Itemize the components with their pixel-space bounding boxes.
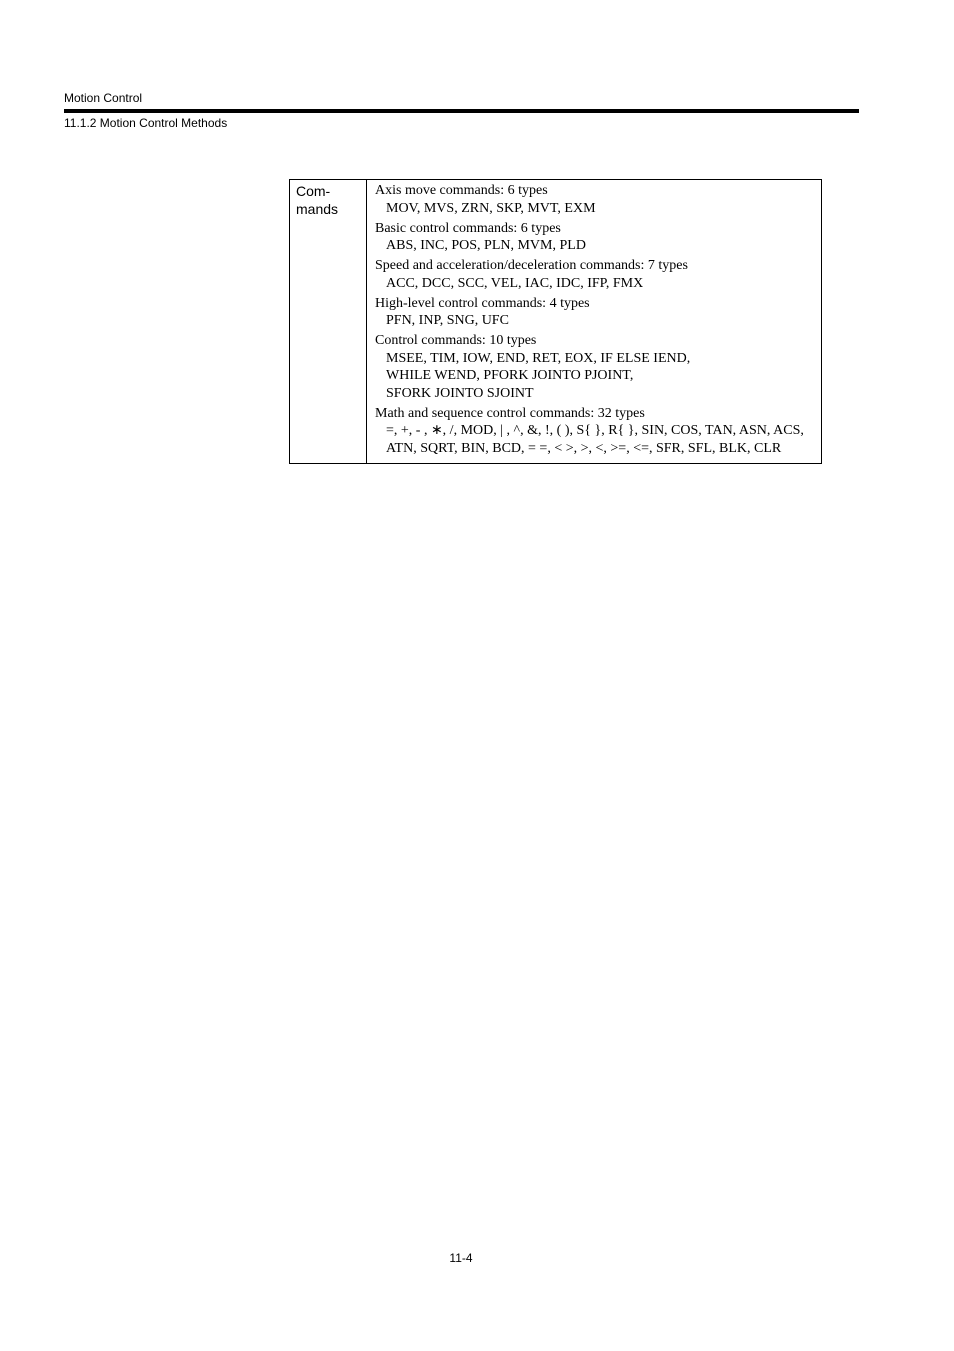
commands-table xyxy=(289,179,822,464)
command-group-speed-accel xyxy=(375,257,817,292)
group-title: Control commands: 10 types xyxy=(375,333,537,348)
command-group-control xyxy=(375,332,817,402)
chapter-title: Motion Control xyxy=(64,91,143,105)
label-line: mands xyxy=(296,201,339,217)
page-number: 11-4 xyxy=(449,1251,473,1265)
group-title: High-level control commands: 4 types xyxy=(375,295,590,311)
command-group-axis-move xyxy=(375,182,817,217)
section-title: 11.1.2 Motion Control Methods xyxy=(64,116,228,130)
group-commands: ATN, SQRT, BIN, BCD, = =, < >, >, <, >=, <=, SFR, SFL, BLK, CLR xyxy=(386,440,782,456)
group-commands: ACC, DCC, SCC, VEL, IAC, IDC, IFP, FMX xyxy=(386,275,644,291)
commands-content-cell xyxy=(367,180,821,463)
command-group-high-level xyxy=(375,295,817,330)
group-commands: SFORK JOINTO SJOINT xyxy=(386,385,534,401)
commands-label-cell xyxy=(290,180,367,463)
label-line: Com- xyxy=(296,183,331,199)
group-commands: PFN, INP, SNG, UFC xyxy=(386,313,509,328)
group-title: Speed and acceleration/deceleration commands: 7 types xyxy=(375,258,688,273)
group-commands: MSEE, TIM, IOW, END, RET, EOX, IF ELSE IEND, xyxy=(386,350,691,366)
group-title: Basic control commands: 6 types xyxy=(375,220,561,236)
group-title: Math and sequence control commands: 32 types xyxy=(375,405,645,421)
group-commands: WHILE WEND, PFORK JOINTO PJOINT, xyxy=(386,368,634,383)
command-group-math-sequence xyxy=(375,405,817,458)
group-title: Axis move commands: 6 types xyxy=(375,183,548,198)
group-commands: MOV, MVS, ZRN, SKP, MVT, EXM xyxy=(386,200,596,216)
group-commands: =, +, - , ∗, /, MOD, | , ^, &, !, ( ), S{ }, R{ }, SIN, COS, TAN, ASN, ACS, xyxy=(386,423,804,438)
group-commands: ABS, INC, POS, PLN, MVM, PLD xyxy=(386,238,586,253)
header-rule xyxy=(64,109,859,113)
command-group-basic-control xyxy=(375,220,817,255)
